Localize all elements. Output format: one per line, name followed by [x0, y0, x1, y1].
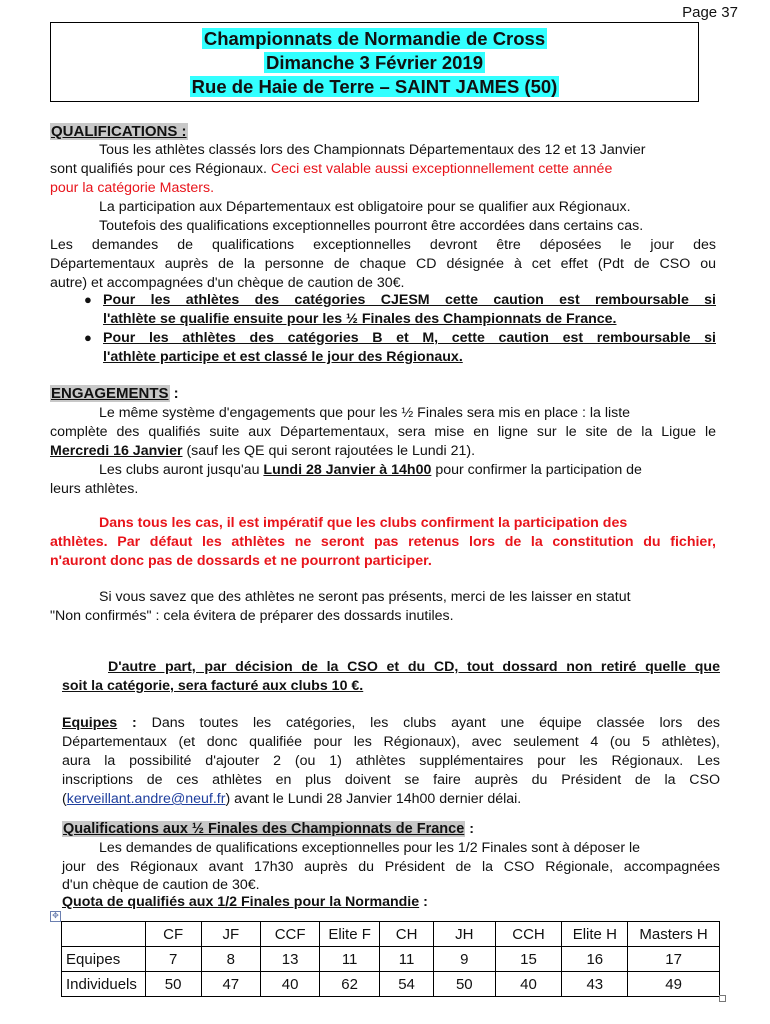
quota-header-cell: JH	[434, 922, 496, 947]
qualifications-heading: QUALIFICATIONS :	[51, 123, 187, 140]
quota-row-label: Individuels	[62, 972, 146, 997]
engagements-heading-row: ENGAGEMENTS :	[51, 385, 179, 402]
quota-header-cell	[62, 922, 146, 947]
quota-table	[61, 921, 720, 997]
dossard-line2: soit la catégorie, sera facturé aux clubs 10 €.	[62, 678, 364, 694]
qualif-p3-line2: Les demandes de qualifications exceptionnelles devront être déposées le jour des	[50, 237, 716, 253]
quota-cell: 43	[562, 972, 628, 997]
quota-row-label: Equipes	[62, 947, 146, 972]
quota-cell: 15	[495, 947, 562, 972]
quota-cell: 47	[201, 972, 261, 997]
quota-header-cell: Elite H	[562, 922, 628, 947]
quota-cell: 8	[201, 947, 261, 972]
quota-cell: 50	[434, 972, 496, 997]
quota-cell: 40	[261, 972, 320, 997]
quota-cell: 49	[628, 972, 720, 997]
qualif-p1-line3: pour la catégorie Masters.	[50, 180, 215, 196]
engag-p3-line2: "Non confirmés" : cela évitera de préparer des dossards inutiles.	[50, 608, 454, 624]
engag-date-2: Lundi 28 Janvier à 14h00	[263, 462, 432, 478]
demi-p-line3: d'un chèque de caution de 30€.	[62, 877, 260, 893]
title-line-2: Dimanche 3 Février 2019	[266, 52, 483, 73]
equipes-label: Equipes	[62, 715, 118, 731]
engag-p3-line1: Si vous savez que des athlètes ne seront pas présents, merci de les laisser en statut	[99, 589, 631, 605]
engagements-heading: ENGAGEMENTS	[51, 385, 169, 402]
bullet1-line2: l'athlète se qualifie ensuite pour les ½ Finales des Championnats de France.	[103, 311, 617, 327]
quota-header-cell: CCF	[261, 922, 320, 947]
quota-cell: 7	[145, 947, 201, 972]
cso-email-link[interactable]: kerveillant.andre@neuf.fr	[66, 791, 226, 807]
quota-title: Quota de qualifiés aux 1/2 Finales pour la Normandie	[62, 894, 420, 910]
engag-p2-line1: Les clubs auront jusqu'au Lundi 28 Janvier à 14h00 pour confirmer la participation de	[99, 462, 642, 478]
title-line-1: Championnats de Normandie de Cross	[203, 28, 546, 49]
quota-header-cell: CCH	[495, 922, 562, 947]
qualif-p1-line2: sont qualifiés pour ces Régionaux. Ceci est valable aussi exceptionnellement cette année	[50, 161, 613, 177]
bullet2-line2: l'athlète participe et est classé le jour des Régionaux.	[103, 349, 463, 365]
quota-row	[62, 972, 720, 997]
demi-p-line1: Les demandes de qualifications exceptionnelles pour les 1/2 Finales sont à déposer le	[99, 840, 641, 856]
demi-finales-heading-row: Qualifications aux ½ Finales des Championnats de France :	[63, 821, 474, 837]
bullet1-line1: Pour les athlètes des catégories CJESM cette caution est remboursable si	[103, 292, 716, 308]
equipes-line3: aura la possibilité d'ajouter 2 (ou 1) athlètes supplémentaires pour les Régionaux. Les	[62, 753, 720, 769]
quota-header-cell: CF	[145, 922, 201, 947]
qualif-p3-line3: Départementaux auprès de la personne de chaque CD désignée à cet effet (Pdt de CSO ou	[50, 256, 716, 272]
move-handle-icon[interactable]: ✥	[50, 911, 61, 922]
bullet2-line1: Pour les athlètes des catégories B et M, cette caution est remboursable si	[103, 330, 716, 346]
engag-p2-line2: leurs athlètes.	[50, 481, 139, 497]
quota-cell: 16	[562, 947, 628, 972]
engag-warning-line1: Dans tous les cas, il est impératif que les clubs confirment la participation des	[99, 515, 628, 531]
qualif-p2: La participation aux Départementaux est obligatoire pour se qualifier aux Régionaux.	[99, 199, 631, 215]
quota-cell: 50	[145, 972, 201, 997]
quota-cell: 54	[380, 972, 434, 997]
engag-p1-line2: complète des qualifiés suite aux Départementaux, sera mise en ligne sur le site de la Ligue le	[50, 424, 716, 440]
quota-cell: 11	[380, 947, 434, 972]
quota-cell: 40	[495, 972, 562, 997]
equipes-line2: Départementaux (et donc qualifiée pour les Régionaux), avec seulement 4 (ou 5 athlètes),	[62, 734, 720, 750]
engag-date-1: Mercredi 16 Janvier	[50, 443, 183, 459]
engag-warning-line3: n'auront donc pas de dossards et ne pourront participer.	[50, 553, 432, 569]
demi-finales-heading: Qualifications aux ½ Finales des Championnats de France	[63, 821, 465, 837]
engag-p1-line3: Mercredi 16 Janvier (sauf les QE qui seront rajoutées le Lundi 21).	[50, 443, 476, 459]
dossard-line1: D'autre part, par décision de la CSO et du CD, tout dossard non retiré quelle que	[108, 659, 720, 675]
qualif-p3-line1: Toutefois des qualifications exceptionnelles pourront être accordées dans certains cas.	[99, 218, 644, 234]
qualif-p1-line1: Tous les athlètes classés lors des Championnats Départementaux des 12 et 13 Janvier	[99, 142, 646, 158]
quota-cell: 11	[320, 947, 380, 972]
quota-header-cell: Elite F	[320, 922, 380, 947]
quota-cell: 62	[320, 972, 380, 997]
quota-header-cell: CH	[380, 922, 434, 947]
page-number: Page 37	[682, 4, 738, 21]
equipes-line4: inscriptions de ces athlètes en plus doivent se faire auprès du Président de la CSO	[62, 772, 720, 788]
quota-cell: 17	[628, 947, 720, 972]
demi-p-line2: jour des Régionaux avant 17h30 auprès du Président de la CSO Régionale, accompagnées	[62, 859, 720, 875]
equipes-line5: (kerveillant.andre@neuf.fr) avant le Lundi 28 Janvier 14h00 dernier délai.	[62, 791, 522, 807]
quota-row	[62, 947, 720, 972]
engag-p1-line1: Le même système d'engagements que pour les ½ Finales sera mis en place : la liste	[99, 405, 631, 421]
quota-header-cell: JF	[201, 922, 261, 947]
engag-warning-line2: athlètes. Par défaut les athlètes ne seront pas retenus lors de la constitution du fichier,	[50, 534, 716, 550]
quota-header-row	[62, 922, 720, 947]
quota-cell: 13	[261, 947, 320, 972]
qualif-p3-line4: autre) et accompagnées d'un chèque de caution de 30€.	[50, 275, 405, 291]
title-box	[50, 22, 699, 102]
table-resize-handle[interactable]	[719, 995, 726, 1002]
title-line-3: Rue de Haie de Terre – SAINT JAMES (50)	[191, 76, 558, 97]
equipes-line1: Equipes : Dans toutes les catégories, les clubs ayant une équipe classée lors des	[62, 715, 721, 731]
quota-cell: 9	[434, 947, 496, 972]
quota-title-row: Quota de qualifiés aux 1/2 Finales pour la Normandie :	[62, 894, 428, 910]
quota-header-cell: Masters H	[628, 922, 720, 947]
bullet-dot-icon: ●	[84, 330, 92, 345]
bullet-dot-icon: ●	[84, 292, 92, 307]
